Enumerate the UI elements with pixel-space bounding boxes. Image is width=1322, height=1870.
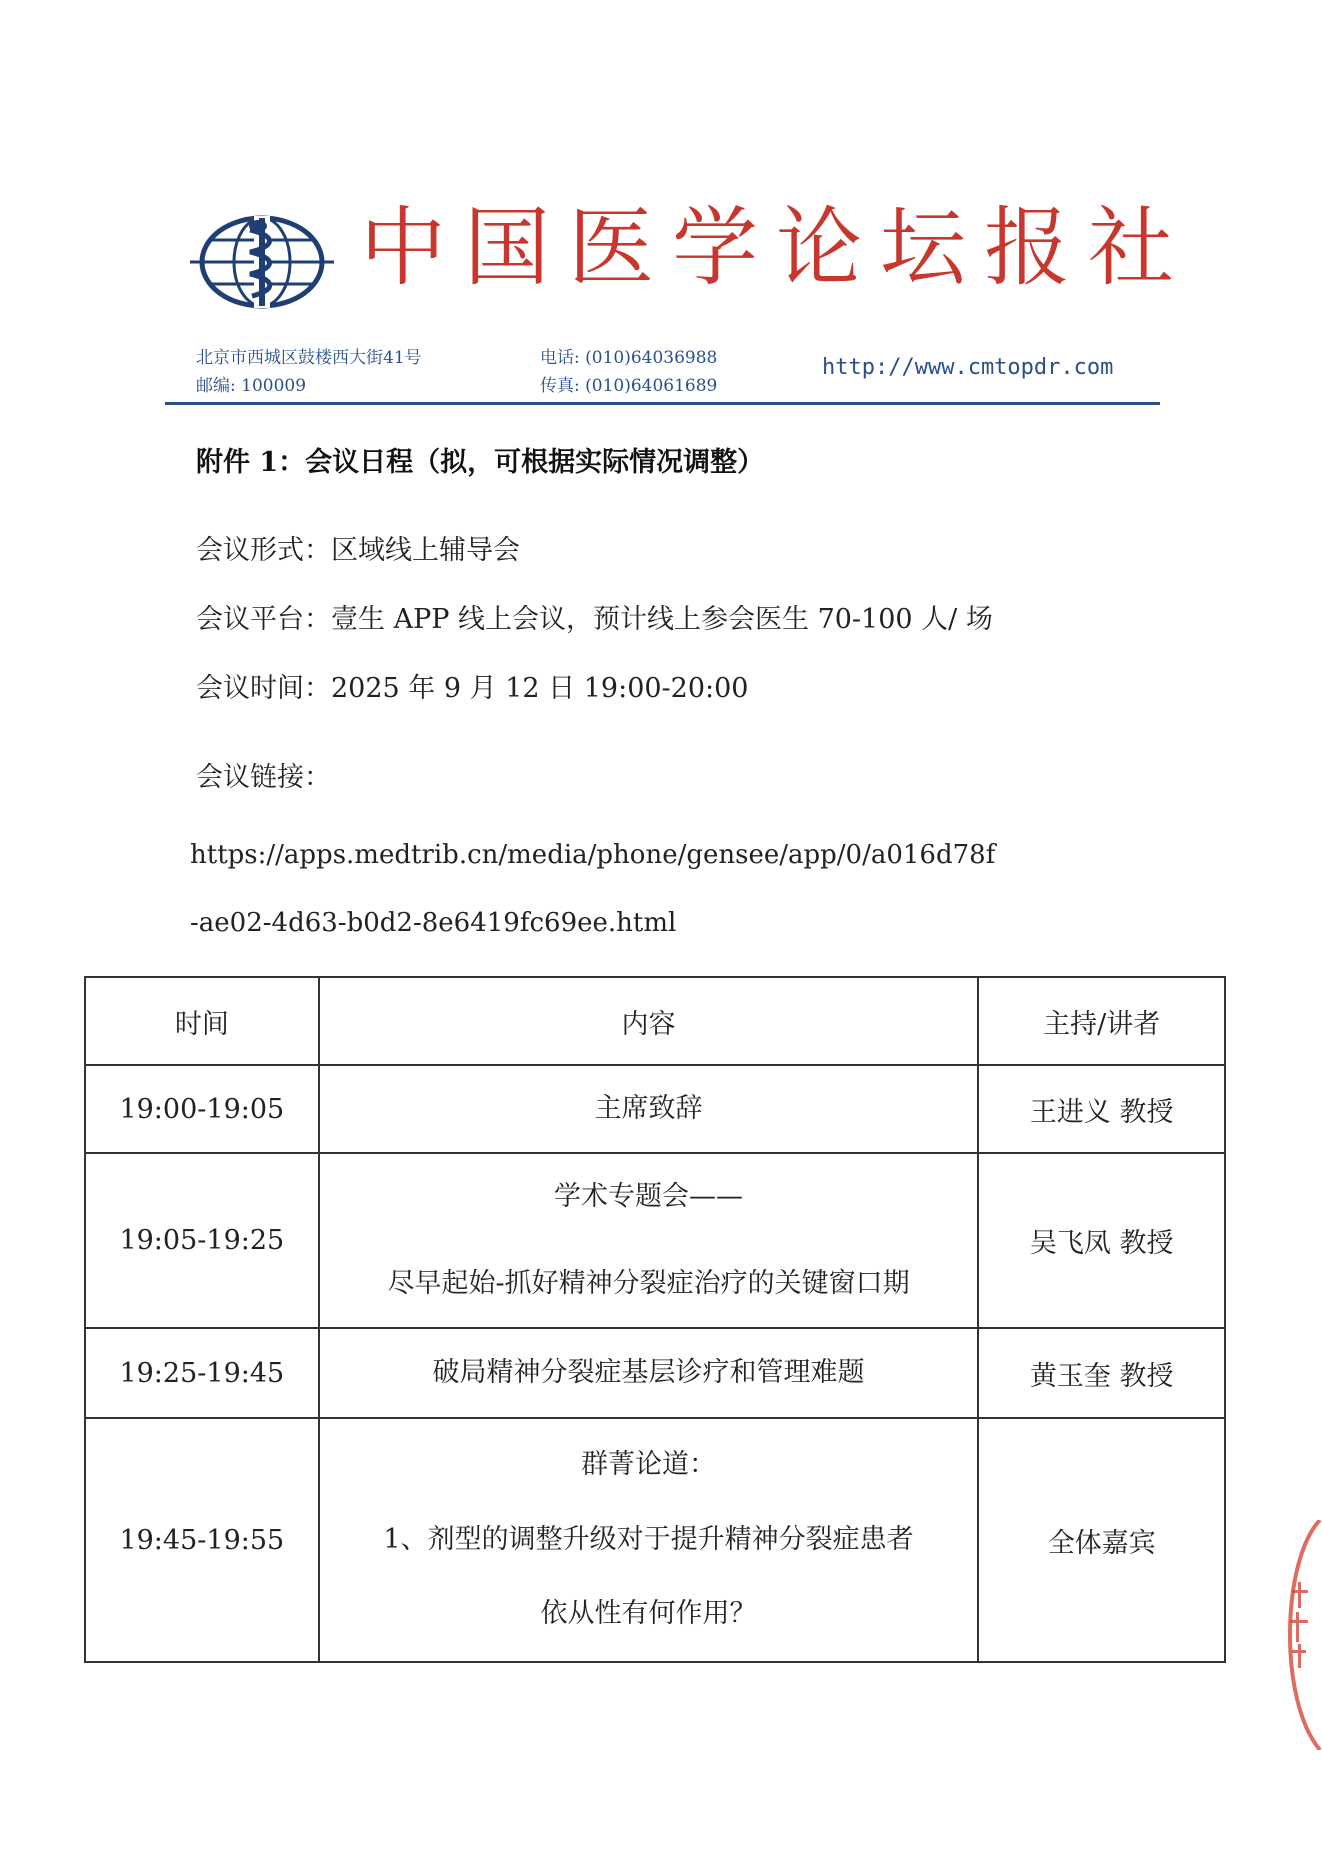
content-line: 学术专题会—— — [554, 1181, 744, 1213]
header-content: 内容 — [319, 977, 979, 1065]
content-line: 破局精神分裂症基层诊疗和管理难题 — [432, 1356, 865, 1388]
meeting-link-line-1[interactable]: https://apps.medtrib.cn/media/phone/gensee/app/0/a016d78f — [190, 840, 996, 870]
meeting-link-line-2[interactable]: -ae02-4d63-b0d2-8e6419fc69ee.html — [190, 908, 677, 938]
table-row — [85, 1065, 1225, 1153]
schedule-table — [84, 976, 1226, 1663]
table-row — [85, 1153, 1225, 1328]
row-time: 19:25-19:45 — [85, 1328, 319, 1418]
meeting-time: 会议时间：2025 年 9 月 12 日 19:00-20:00 — [196, 673, 749, 704]
meeting-platform: 会议平台：壹生 APP 线上会议，预计线上参会医生 70-100 人/ 场 — [196, 604, 993, 635]
fax-text: 传真: (010)64061689 — [540, 376, 718, 396]
row-host: 黄玉奎 教授 — [978, 1328, 1225, 1418]
row-time: 19:05-19:25 — [85, 1153, 319, 1328]
content-line: 1、剂型的调整升级对于提升精神分裂症患者 — [383, 1523, 914, 1555]
header-host: 主持/讲者 — [978, 977, 1225, 1065]
attachment-title: 附件 1：会议日程（拟，可根据实际情况调整） — [196, 447, 765, 478]
phone-text: 电话: (010)64036988 — [540, 348, 718, 368]
content-line: 依从性有何作用？ — [540, 1598, 757, 1630]
address-text: 北京市西城区鼓楼西大街41号 — [196, 348, 422, 368]
organization-name: 中国医学论坛报社 — [360, 198, 1192, 298]
postcode-text: 邮编: 100009 — [196, 376, 307, 396]
row-host: 王进义 教授 — [978, 1065, 1225, 1153]
content-line: 主席致辞 — [594, 1092, 703, 1124]
phone-block — [540, 344, 717, 400]
meeting-format: 会议形式：区域线上辅导会 — [196, 535, 520, 566]
row-time: 19:00-19:05 — [85, 1065, 319, 1153]
address-block — [196, 344, 422, 400]
row-host: 全体嘉宾 — [978, 1418, 1225, 1662]
row-time: 19:45-19:55 — [85, 1418, 319, 1662]
row-content — [319, 1153, 979, 1328]
row-content — [319, 1328, 979, 1418]
table-row — [85, 1328, 1225, 1418]
content-line: 尽早起始-抓好精神分裂症治疗的关键窗口期 — [387, 1267, 910, 1299]
table-row — [85, 1418, 1225, 1662]
seal-stamp-icon — [1272, 1520, 1322, 1750]
globe-caduceus-logo-icon — [190, 212, 334, 312]
table-header-row — [85, 977, 1225, 1065]
row-content — [319, 1065, 979, 1153]
row-content — [319, 1418, 979, 1662]
content-line: 群菁论道： — [581, 1449, 717, 1481]
meeting-link-label: 会议链接： — [196, 762, 331, 793]
website-link[interactable]: http://www.cmtopdr.com — [822, 355, 1114, 380]
letterhead-divider — [165, 402, 1160, 405]
row-host: 吴飞凤 教授 — [978, 1153, 1225, 1328]
header-time: 时间 — [85, 977, 319, 1065]
